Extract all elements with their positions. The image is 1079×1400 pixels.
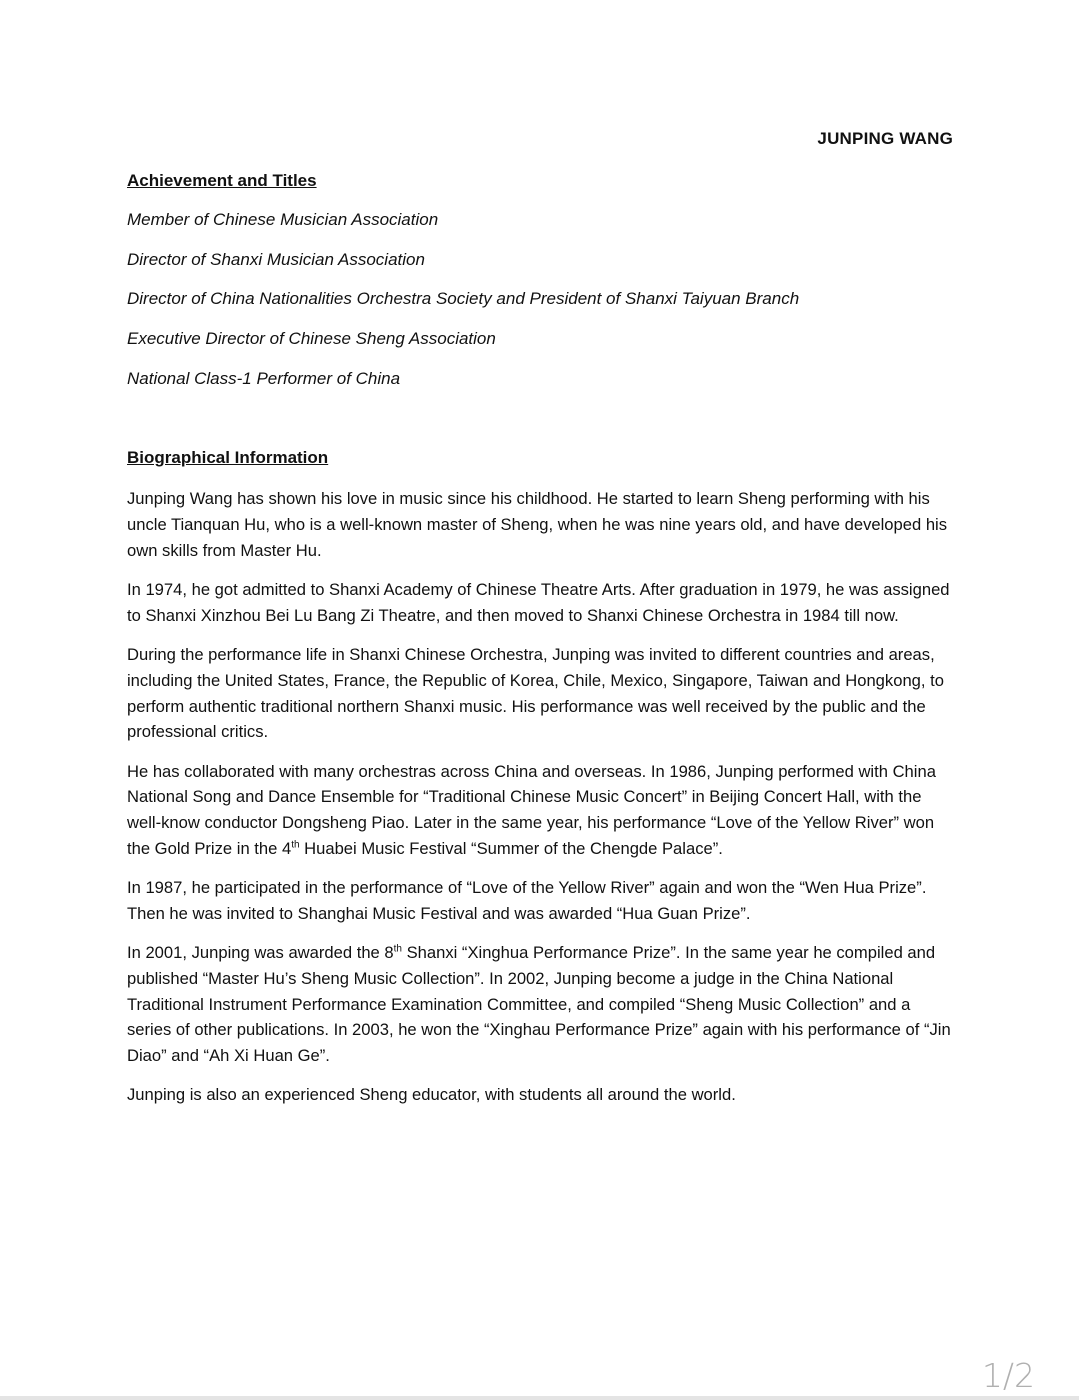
biography-paragraph: During the performance life in Shanxi Chinese Orchestra, Junping was invited to different countries and areas, including the United States, France, the Republic of Korea, Chile, Mexico, Singapore, Taiwan and Hongkong, to perform authentic traditional northern Shanxi music. His performance was well received by the public and the professional critics. xyxy=(127,645,944,742)
biography-paragraph xyxy=(127,759,957,861)
biography-paragraph: Junping Wang has shown his love in music since his childhood. He started to learn Sheng performing with his uncle Tianquan Hu, who is a well-known master of Sheng, when he was nine years old, and have developed his own skills from Master Hu. xyxy=(127,489,948,560)
achievement-item: Executive Director of Chinese Sheng Association xyxy=(127,329,496,349)
biography-paragraph: Junping is also an experienced Sheng educator, with students all around the world. xyxy=(127,1085,736,1105)
biography-paragraph xyxy=(127,940,957,1068)
achievement-item: Director of Shanxi Musician Association xyxy=(127,249,425,269)
paragraph-text: In 2001, Junping was awarded the 8 xyxy=(127,943,394,963)
achievement-item: National Class-1 Performer of China xyxy=(127,368,401,388)
ordinal-suffix: th xyxy=(393,943,402,955)
biography-paragraph: In 1987, he participated in the performance of “Love of the Yellow River” again and won the “Wen Hua Prize”. Then he was invited to Shanghai Music Festival and was awarded “Hua Guan Prize”. xyxy=(127,878,927,923)
paragraph-text: He has collaborated with many orchestras across China and overseas. In 1986, Junping performed with China National Song and Dance Ensemble for “Traditional Chinese Music Concert” in Beijing Concert Hall, with the well-know conductor Dongsheng Piao. Later in the same year, his performance “Love of the Yellow River” won the Gold Prize in the 4 xyxy=(127,761,936,858)
achievement-item: Director of China Nationalities Orchestra Society and President of Shanxi Taiyuan Branch xyxy=(127,289,800,309)
document-body xyxy=(127,170,957,1122)
biography-heading: Biographical Information xyxy=(127,448,329,468)
ordinal-suffix: th xyxy=(291,839,300,851)
section-spacer xyxy=(127,407,957,447)
page-indicator: 1/2 xyxy=(981,1356,1035,1395)
achievements-list xyxy=(127,209,957,390)
achievements-heading: Achievement and Titles xyxy=(127,171,317,190)
biography-paragraph: In 1974, he got admitted to Shanxi Academy of Chinese Theatre Arts. After graduation in 1979, he was assigned to Shanxi Xinzhou Bei Lu Bang Zi Theatre, and then moved to Shanxi Chinese Orchestra in 1984 till now. xyxy=(127,580,950,625)
paragraph-text: Huabei Music Festival “Summer of the Chengde Palace”. xyxy=(299,838,723,858)
achievement-item: Member of Chinese Musician Association xyxy=(127,210,439,229)
document-title: JUNPING WANG xyxy=(817,129,953,148)
page-bottom-edge xyxy=(0,1396,1079,1400)
paragraph-text: Shanxi “Xinghua Performance Prize”. In the same year he compiled and published “Master Hu’s Sheng Music Collection”. In 2002, Junping become a judge in the China National Traditional Instrument Performance Examination Committee, and compiled “Sheng Music Collection” and a series of other publications. In 2003, he won the “Xinghau Performance Prize” again with his performance of “Jin Diao” and “Ah Xi Huan Ge”. xyxy=(127,943,951,1065)
